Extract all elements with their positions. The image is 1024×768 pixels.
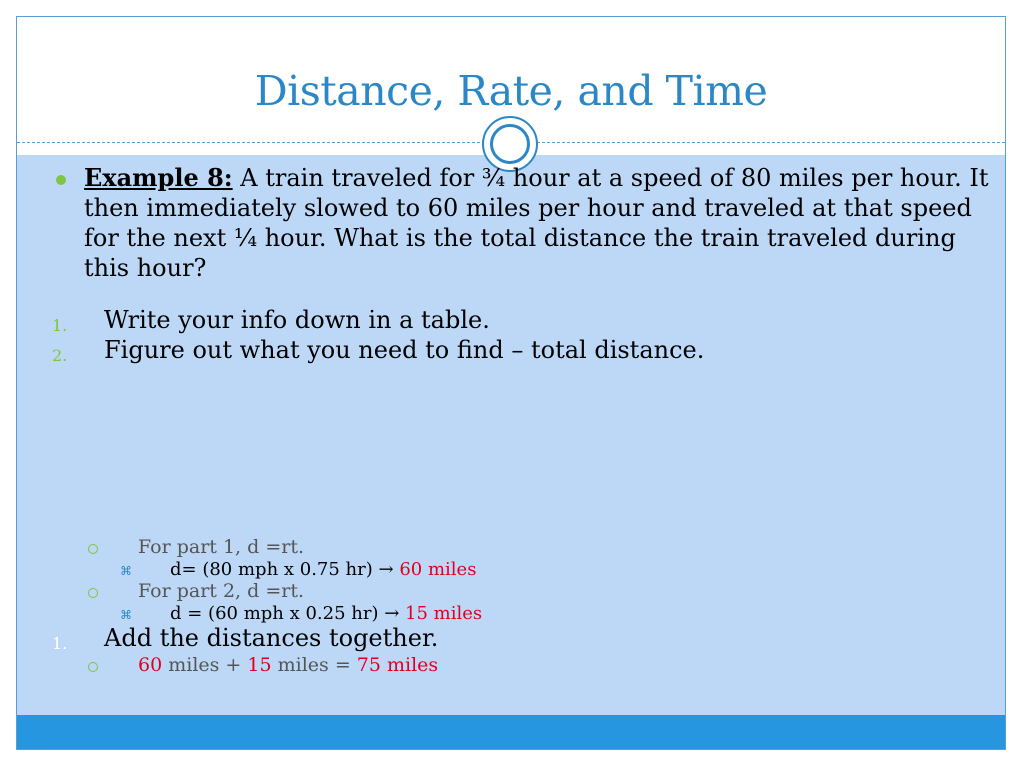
sum-total: 75 miles bbox=[356, 654, 439, 676]
part-calculation bbox=[170, 559, 476, 580]
part-result: 60 miles bbox=[399, 559, 477, 580]
ring-inner-icon bbox=[490, 124, 530, 164]
part-formula: For part 1, d =rt. bbox=[138, 536, 304, 558]
step-number: 2. bbox=[52, 346, 68, 365]
step-number: 1. bbox=[52, 316, 68, 335]
sum-first-unit: miles + bbox=[162, 654, 248, 676]
step-text: Figure out what you need to find – total distance. bbox=[104, 336, 705, 364]
footer-bar bbox=[17, 715, 1005, 749]
sum-line bbox=[138, 654, 438, 676]
sum-first: 60 bbox=[138, 654, 163, 676]
star-bullet-icon: ⌘ bbox=[120, 564, 132, 578]
example-paragraph bbox=[84, 163, 989, 283]
arrow-icon: → bbox=[384, 603, 400, 624]
part-formula: For part 2, d =rt. bbox=[138, 580, 304, 602]
slide-title: Distance, Rate, and Time bbox=[254, 67, 768, 115]
example-text: A train traveled for ¾ hour at a speed of 80 miles per hour. It then immediately slowed to 60 miles per hour and traveled at that speed for the next ¼ hour. What is the total distance the train traveled during this hour? bbox=[84, 164, 989, 282]
ring-bullet-icon bbox=[88, 588, 98, 598]
calc-text: d = (60 mph x 0.25 hr) bbox=[170, 603, 385, 624]
calc-text: d= (80 mph x 0.75 hr) bbox=[170, 559, 379, 580]
step-text: Add the distances together. bbox=[104, 624, 439, 652]
example-label: Example 8: bbox=[84, 163, 233, 192]
sum-second: 15 bbox=[247, 654, 272, 676]
star-bullet-icon: ⌘ bbox=[120, 608, 132, 622]
part-calculation bbox=[170, 603, 482, 624]
step-number: 1. bbox=[52, 634, 68, 653]
dot-bullet-icon bbox=[56, 175, 66, 185]
ring-bullet-icon bbox=[88, 544, 98, 554]
sum-second-unit: miles = bbox=[271, 654, 357, 676]
step-text: Write your info down in a table. bbox=[104, 306, 490, 334]
ring-bullet-icon bbox=[88, 662, 98, 672]
arrow-icon: → bbox=[378, 559, 394, 580]
part-result: 15 miles bbox=[405, 603, 483, 624]
